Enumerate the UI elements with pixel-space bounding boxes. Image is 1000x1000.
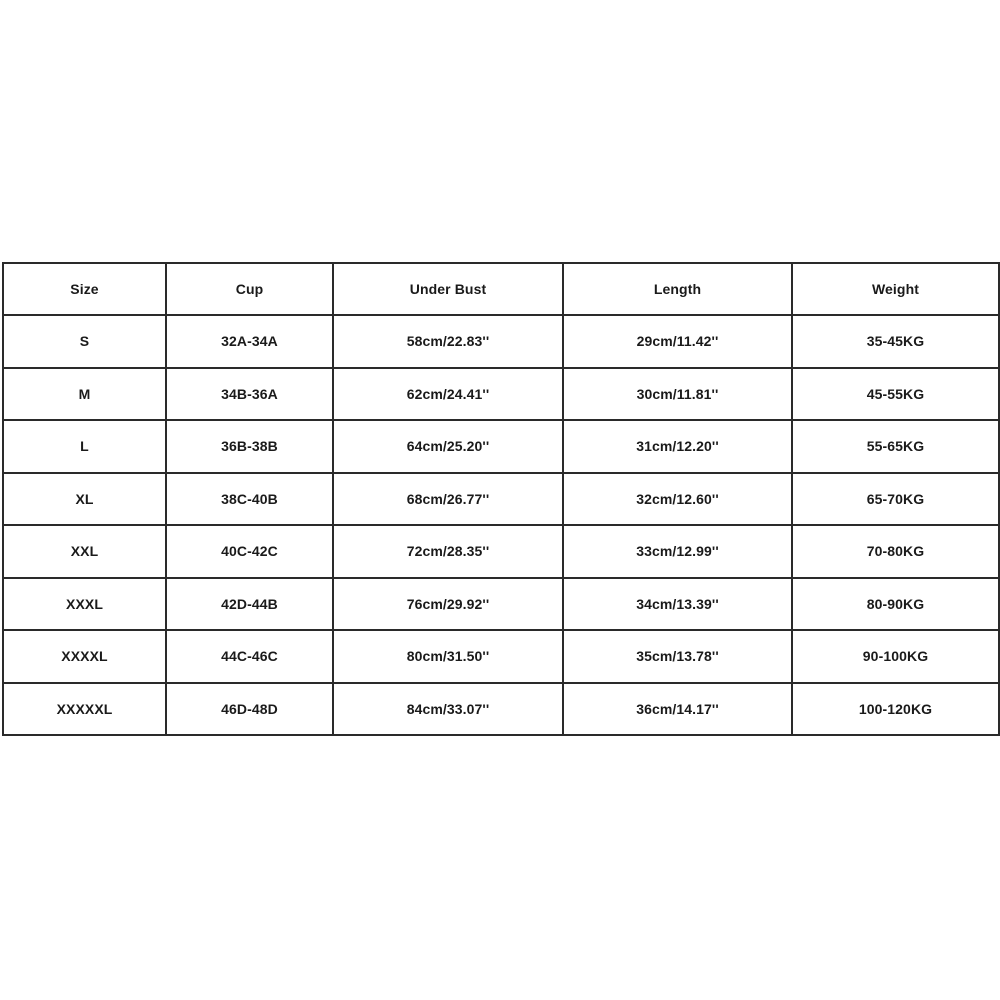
cell-size: M (3, 368, 166, 421)
cell-length: 34cm/13.39'' (563, 578, 792, 631)
cell-weight: 90-100KG (792, 630, 999, 683)
table-row (3, 525, 999, 578)
cell-size: XXXXL (3, 630, 166, 683)
cell-weight: 100-120KG (792, 683, 999, 736)
cell-size: XL (3, 473, 166, 526)
cell-under-bust: 68cm/26.77'' (333, 473, 563, 526)
cell-cup: 36B-38B (166, 420, 333, 473)
table-header-row (3, 263, 999, 315)
cell-weight: 55-65KG (792, 420, 999, 473)
cell-weight: 80-90KG (792, 578, 999, 631)
table-row (3, 473, 999, 526)
cell-length: 31cm/12.20'' (563, 420, 792, 473)
table-row (3, 683, 999, 736)
header-cup: Cup (166, 263, 333, 315)
cell-size: XXL (3, 525, 166, 578)
cell-size: L (3, 420, 166, 473)
cell-length: 32cm/12.60'' (563, 473, 792, 526)
cell-under-bust: 80cm/31.50'' (333, 630, 563, 683)
cell-weight: 35-45KG (792, 315, 999, 368)
cell-weight: 70-80KG (792, 525, 999, 578)
cell-under-bust: 76cm/29.92'' (333, 578, 563, 631)
table-row (3, 315, 999, 368)
header-weight: Weight (792, 263, 999, 315)
header-under-bust: Under Bust (333, 263, 563, 315)
table-row (3, 630, 999, 683)
cell-cup: 46D-48D (166, 683, 333, 736)
cell-cup: 38C-40B (166, 473, 333, 526)
cell-under-bust: 72cm/28.35'' (333, 525, 563, 578)
cell-length: 33cm/12.99'' (563, 525, 792, 578)
cell-weight: 65-70KG (792, 473, 999, 526)
cell-size: XXXL (3, 578, 166, 631)
table-row (3, 368, 999, 421)
cell-under-bust: 64cm/25.20'' (333, 420, 563, 473)
cell-cup: 40C-42C (166, 525, 333, 578)
table-row (3, 420, 999, 473)
header-length: Length (563, 263, 792, 315)
cell-under-bust: 62cm/24.41'' (333, 368, 563, 421)
cell-weight: 45-55KG (792, 368, 999, 421)
cell-size: S (3, 315, 166, 368)
header-size: Size (3, 263, 166, 315)
cell-size: XXXXXL (3, 683, 166, 736)
cell-length: 29cm/11.42'' (563, 315, 792, 368)
cell-cup: 32A-34A (166, 315, 333, 368)
cell-length: 35cm/13.78'' (563, 630, 792, 683)
cell-under-bust: 58cm/22.83'' (333, 315, 563, 368)
cell-cup: 44C-46C (166, 630, 333, 683)
cell-cup: 34B-36A (166, 368, 333, 421)
cell-length: 36cm/14.17'' (563, 683, 792, 736)
cell-cup: 42D-44B (166, 578, 333, 631)
table-row (3, 578, 999, 631)
size-chart-table (2, 262, 1000, 736)
cell-under-bust: 84cm/33.07'' (333, 683, 563, 736)
cell-length: 30cm/11.81'' (563, 368, 792, 421)
